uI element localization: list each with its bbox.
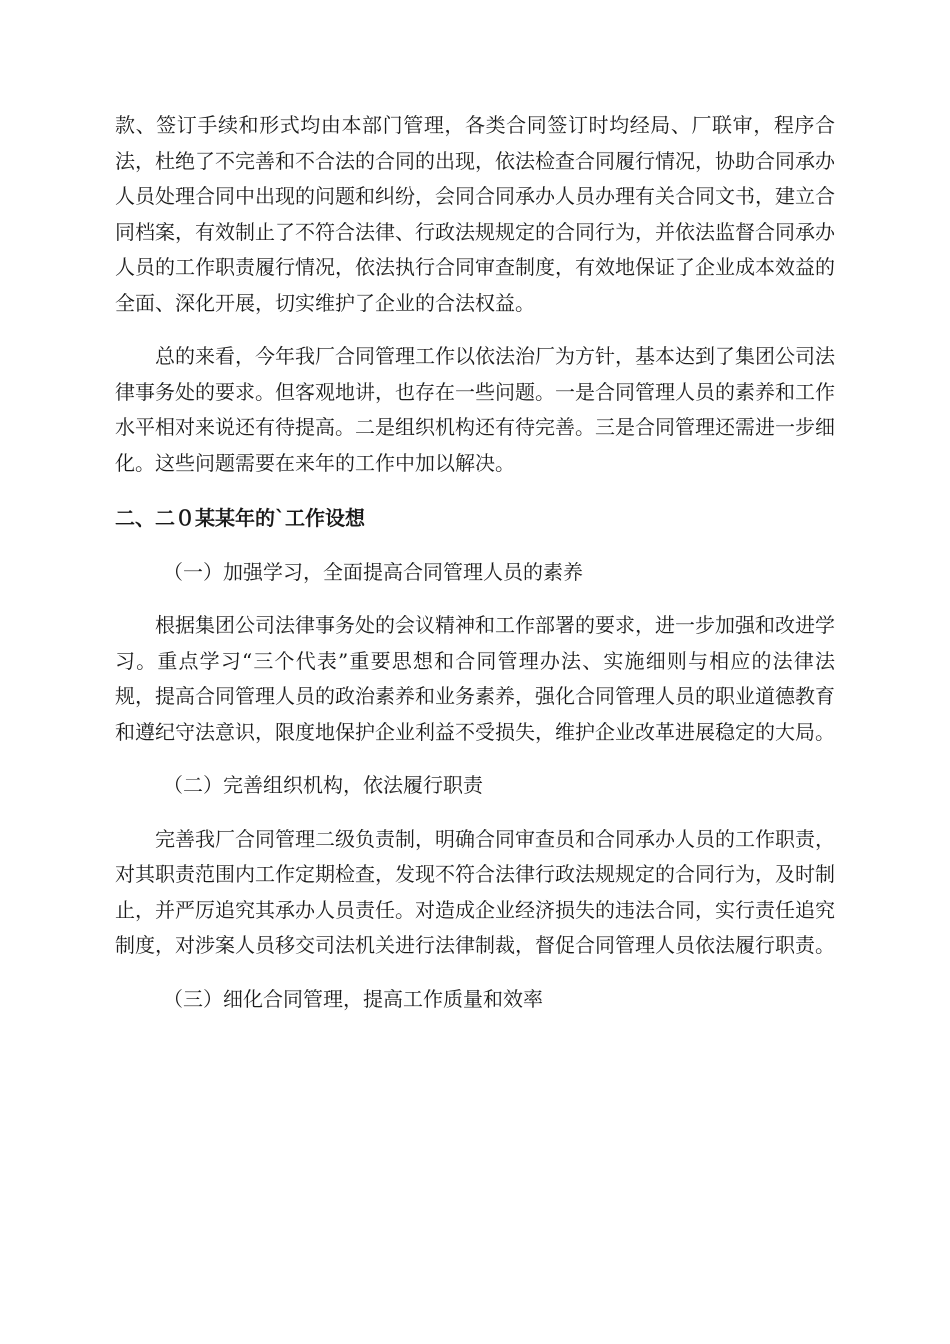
subheading-refine-management: （三）细化合同管理，提高工作质量和效率 bbox=[163, 986, 543, 1011]
paragraph-contract-review: 款、签订手续和形式均由本部门管理，各类合同签订时均经局、厂联审，程序合法，杜绝了不完善和不合法的合同的出现，依法检查合同履行情况，协助合同承办人员处理合同中出现的问题和纠纷，会同合同承办人员办理有关合同文书，建立合同档案，有效制止了不符合法律、行政法规规定的合同行为，并依法监督合同承办人员的工作职责履行情况，依法执行合同审查制度，有效地保证了企业成本效益的全面、深化开展，切实维护了企业的合法权益。 bbox=[115, 113, 835, 315]
subheading-organization: （二）完善组织机构，依法履行职责 bbox=[163, 773, 483, 797]
document-body bbox=[115, 108, 835, 1017]
paragraph-study: 根据集团公司法律事务处的会议精神和工作部署的要求，进一步加强和改进学习。重点学习“三个代表”重要思想和合同管理办法、实施细则与相应的法律法规，提高合同管理人员的政治素养和业务素养，强化合同管理人员的职业道德教育和遵纪守法意识，限度地保护企业利益不受损失，维护企业改革进展稳定的大局。 bbox=[115, 613, 835, 744]
paragraph-summary: 总的来看，今年我厂合同管理工作以依法治厂为方针，基本达到了集团公司法律事务处的要求。但客观地讲，也存在一些问题。一是合同管理人员的素养和工作水平相对来说还有待提高。二是组织机构还有待完善。三是合同管理还需进一步细化。这些问题需要在来年的工作中加以解决。 bbox=[115, 344, 835, 475]
paragraph-organization: 完善我厂合同管理二级负责制，明确合同审查员和合同承办人员的工作职责，对其职责范围内工作定期检查，发现不符合法律行政法规规定的合同行为，及时制止，并严厉追究其承办人员责任。对造成企业经济损失的违法合同，实行责任追究制度，对涉案人员移交司法机关进行法律制裁，督促合同管理人员依法履行职责。 bbox=[115, 826, 835, 957]
subheading-study: （一）加强学习，全面提高合同管理人员的素养 bbox=[163, 559, 583, 584]
section-heading-work-plan: 二、二０某某年的`工作设想 bbox=[115, 506, 365, 530]
